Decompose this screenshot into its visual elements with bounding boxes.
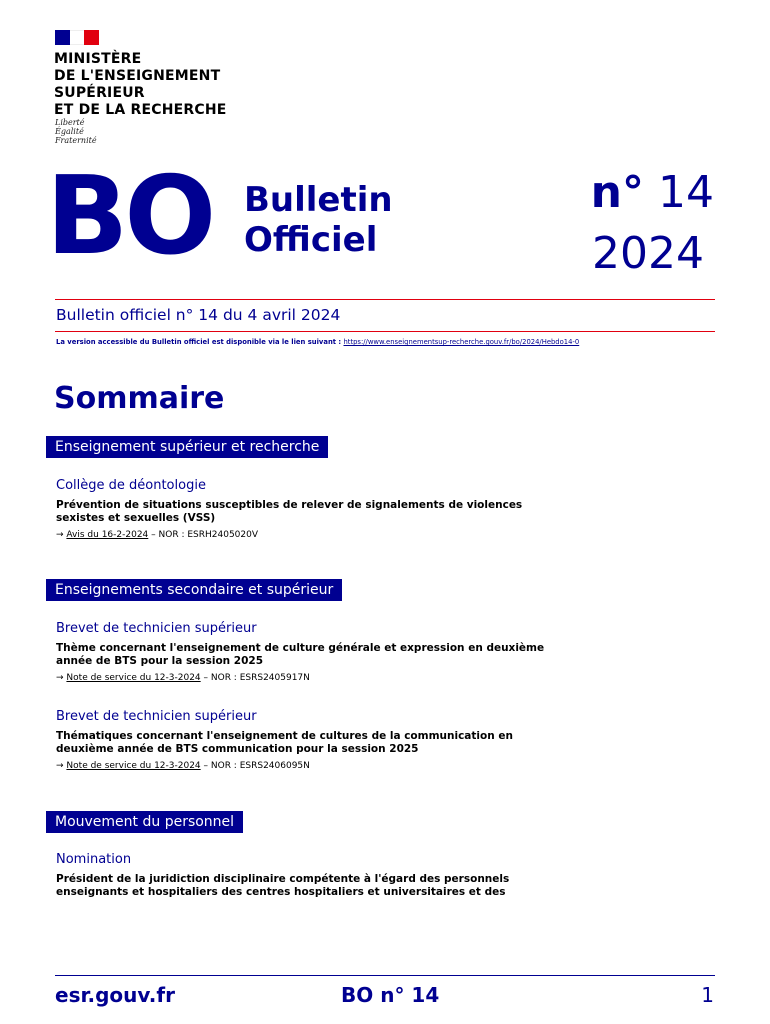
entry-nor: – NOR : ESRH2405020V: [148, 530, 259, 540]
entry-nor: – NOR : ESRS2406095N: [200, 761, 310, 771]
bulletin-title-line1: Bulletin: [244, 180, 393, 220]
motto-line: Fraternité: [55, 136, 97, 145]
entry-nor: – NOR : ESRS2405917N: [200, 673, 310, 683]
ministry-line: ET DE LA RECHERCHE: [54, 102, 227, 118]
entry-category: Brevet de technicien supérieur: [56, 621, 257, 636]
ministry-line: MINISTÈRE: [54, 51, 142, 67]
ministry-line: SUPÉRIEUR: [54, 85, 145, 101]
bulletin-title: [244, 180, 393, 260]
page-number: 1: [701, 983, 714, 1007]
arrow-right-icon: →: [56, 761, 64, 771]
entry-title[interactable]: Thématiques concernant l'enseignement de cultures de la communication en deuxième année de BTS communication pour la session 2025: [56, 730, 513, 755]
arrow-right-icon: →: [56, 530, 64, 540]
issue-number: [591, 168, 714, 218]
ministry-name: [54, 51, 227, 119]
section-band: Enseignement supérieur et recherche: [46, 436, 328, 458]
motto-line: Égalité: [55, 127, 84, 136]
entry-title[interactable]: Président de la juridiction disciplinaire compétente à l'égard des personnels enseignants et hospitaliers des centres hospitaliers et universitaires et des: [56, 873, 510, 898]
ministry-line: DE L'ENSEIGNEMENT: [54, 68, 221, 84]
issue-number-value: 14: [658, 167, 714, 218]
accessible-version-notice: [56, 338, 579, 346]
entry-title[interactable]: Prévention de situations susceptibles de relever de signalements de violences sexistes et sexuelles (VSS): [56, 499, 523, 524]
section-band: Mouvement du personnel: [46, 811, 243, 833]
entry-reference: [56, 761, 310, 771]
bo-logo: BO: [46, 154, 213, 279]
accessible-version-text: La version accessible du Bulletin officiel est disponible via le lien suivant :: [56, 338, 344, 346]
entry-category: Collège de déontologie: [56, 478, 206, 493]
footer-bo: BO n° 14: [341, 983, 440, 1007]
entry-link[interactable]: Note de service du 12-3-2024: [66, 761, 201, 771]
sommaire-heading: Sommaire: [54, 381, 225, 416]
entry-link[interactable]: Avis du 16-2-2024: [66, 530, 149, 540]
section-band: Enseignements secondaire et supérieur: [46, 579, 342, 601]
footer-divider: [55, 975, 715, 976]
accessible-version-link[interactable]: https://www.enseignementsup-recherche.gouv.fr/bo/2024/Hebdo14-0: [343, 338, 580, 346]
header-divider-bottom: [55, 331, 715, 332]
motto-line: Liberté: [55, 118, 85, 127]
entry-category: Brevet de technicien supérieur: [56, 709, 257, 724]
entry-link[interactable]: Note de service du 12-3-2024: [66, 673, 201, 683]
arrow-right-icon: →: [56, 673, 64, 683]
entry-reference: [56, 530, 258, 540]
bulletin-title-line2: Officiel: [244, 220, 378, 260]
issue-year: 2024: [592, 228, 704, 279]
footer-site: esr.gouv.fr: [55, 983, 175, 1007]
entry-title[interactable]: Thème concernant l'enseignement de culture générale et expression en deuxième année de BTS pour la session 2025: [56, 642, 545, 667]
bulletin-subtitle: Bulletin officiel n° 14 du 4 avril 2024: [56, 306, 341, 324]
french-flag-icon: [55, 30, 99, 45]
entry-reference: [56, 673, 310, 683]
republic-motto: [55, 118, 97, 145]
issue-prefix: n°: [590, 167, 644, 218]
header-divider-top: [55, 299, 715, 300]
entry-category: Nomination: [56, 852, 132, 867]
